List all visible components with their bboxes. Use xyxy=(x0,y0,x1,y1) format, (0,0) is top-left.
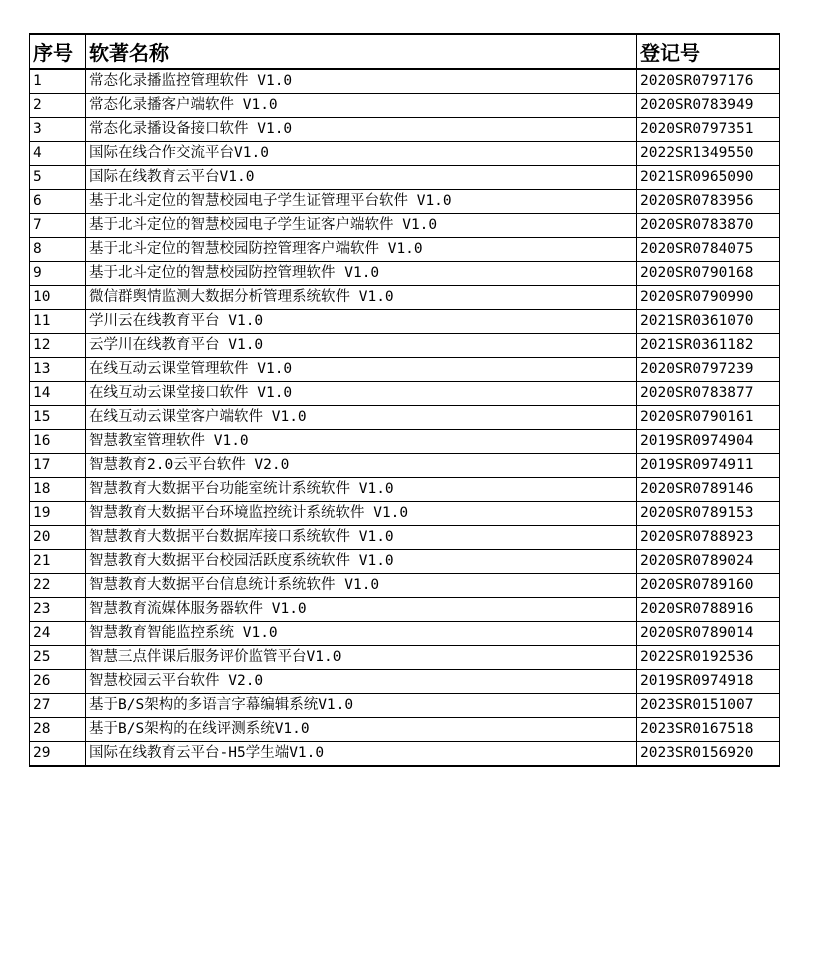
serial-number-cell: 24 xyxy=(30,622,86,646)
serial-number-cell: 28 xyxy=(30,718,86,742)
table-row xyxy=(30,214,780,238)
table-row xyxy=(30,190,780,214)
software-name-cell: 微信群舆情监测大数据分析管理系统软件 V1.0 xyxy=(86,286,637,310)
registration-number-cell: 2019SR0974918 xyxy=(637,670,780,694)
registration-number-cell: 2023SR0156920 xyxy=(637,742,780,767)
serial-number-cell: 20 xyxy=(30,526,86,550)
software-name-cell: 基于北斗定位的智慧校园电子学生证管理平台软件 V1.0 xyxy=(86,190,637,214)
table-row xyxy=(30,358,780,382)
software-name-cell: 学川云在线教育平台 V1.0 xyxy=(86,310,637,334)
serial-number-cell: 22 xyxy=(30,574,86,598)
table-row xyxy=(30,550,780,574)
software-name-cell: 常态化录播客户端软件 V1.0 xyxy=(86,94,637,118)
serial-number-cell: 5 xyxy=(30,166,86,190)
table-row xyxy=(30,382,780,406)
serial-number-cell: 17 xyxy=(30,454,86,478)
registration-number-cell: 2020SR0790990 xyxy=(637,286,780,310)
serial-number-cell: 16 xyxy=(30,430,86,454)
software-name-cell: 智慧教育2.0云平台软件 V2.0 xyxy=(86,454,637,478)
software-name-cell: 基于B/S架构的多语言字幕编辑系统V1.0 xyxy=(86,694,637,718)
header-serial-number: 序号 xyxy=(30,34,86,69)
table-row xyxy=(30,238,780,262)
registration-number-cell: 2020SR0797239 xyxy=(637,358,780,382)
registration-number-cell: 2019SR0974904 xyxy=(637,430,780,454)
serial-number-cell: 12 xyxy=(30,334,86,358)
table-row xyxy=(30,118,780,142)
serial-number-cell: 21 xyxy=(30,550,86,574)
registration-number-cell: 2020SR0797176 xyxy=(637,69,780,94)
table-row xyxy=(30,718,780,742)
serial-number-cell: 8 xyxy=(30,238,86,262)
software-name-cell: 基于北斗定位的智慧校园电子学生证客户端软件 V1.0 xyxy=(86,214,637,238)
registration-number-cell: 2020SR0789146 xyxy=(637,478,780,502)
table-row xyxy=(30,502,780,526)
table-row xyxy=(30,670,780,694)
software-name-cell: 国际在线教育云平台V1.0 xyxy=(86,166,637,190)
software-name-cell: 基于北斗定位的智慧校园防控管理软件 V1.0 xyxy=(86,262,637,286)
software-name-cell: 常态化录播设备接口软件 V1.0 xyxy=(86,118,637,142)
software-name-cell: 智慧教育智能监控系统 V1.0 xyxy=(86,622,637,646)
serial-number-cell: 6 xyxy=(30,190,86,214)
serial-number-cell: 27 xyxy=(30,694,86,718)
table-row xyxy=(30,454,780,478)
serial-number-cell: 2 xyxy=(30,94,86,118)
software-name-cell: 智慧教育大数据平台校园活跃度系统软件 V1.0 xyxy=(86,550,637,574)
table-row xyxy=(30,694,780,718)
software-name-cell: 常态化录播监控管理软件 V1.0 xyxy=(86,69,637,94)
table-row xyxy=(30,574,780,598)
table-row xyxy=(30,646,780,670)
software-name-cell: 智慧教室管理软件 V1.0 xyxy=(86,430,637,454)
table-row xyxy=(30,69,780,94)
registration-number-cell: 2023SR0151007 xyxy=(637,694,780,718)
table-row xyxy=(30,430,780,454)
software-name-cell: 智慧教育大数据平台信息统计系统软件 V1.0 xyxy=(86,574,637,598)
registration-number-cell: 2022SR0192536 xyxy=(637,646,780,670)
table-row xyxy=(30,742,780,767)
registration-number-cell: 2020SR0790168 xyxy=(637,262,780,286)
software-name-cell: 基于北斗定位的智慧校园防控管理客户端软件 V1.0 xyxy=(86,238,637,262)
registration-number-cell: 2022SR1349550 xyxy=(637,142,780,166)
registration-number-cell: 2020SR0784075 xyxy=(637,238,780,262)
software-name-cell: 智慧教育大数据平台功能室统计系统软件 V1.0 xyxy=(86,478,637,502)
table-row xyxy=(30,94,780,118)
registration-number-cell: 2020SR0788923 xyxy=(637,526,780,550)
registration-number-cell: 2020SR0789024 xyxy=(637,550,780,574)
serial-number-cell: 25 xyxy=(30,646,86,670)
table-row xyxy=(30,142,780,166)
serial-number-cell: 29 xyxy=(30,742,86,767)
registration-number-cell: 2020SR0789160 xyxy=(637,574,780,598)
software-name-cell: 在线互动云课堂接口软件 V1.0 xyxy=(86,382,637,406)
table-row xyxy=(30,478,780,502)
header-software-name: 软著名称 xyxy=(86,34,637,69)
serial-number-cell: 19 xyxy=(30,502,86,526)
serial-number-cell: 23 xyxy=(30,598,86,622)
table-row xyxy=(30,262,780,286)
table-row xyxy=(30,166,780,190)
registration-number-cell: 2020SR0789153 xyxy=(637,502,780,526)
software-name-cell: 国际在线教育云平台-H5学生端V1.0 xyxy=(86,742,637,767)
serial-number-cell: 13 xyxy=(30,358,86,382)
software-name-cell: 智慧教育流媒体服务器软件 V1.0 xyxy=(86,598,637,622)
header-registration-number: 登记号 xyxy=(637,34,780,69)
registration-number-cell: 2021SR0361182 xyxy=(637,334,780,358)
table-row xyxy=(30,622,780,646)
registration-number-cell: 2021SR0361070 xyxy=(637,310,780,334)
registration-number-cell: 2023SR0167518 xyxy=(637,718,780,742)
table-row xyxy=(30,286,780,310)
software-name-cell: 智慧校园云平台软件 V2.0 xyxy=(86,670,637,694)
software-name-cell: 智慧教育大数据平台数据库接口系统软件 V1.0 xyxy=(86,526,637,550)
serial-number-cell: 9 xyxy=(30,262,86,286)
software-name-cell: 国际在线合作交流平台V1.0 xyxy=(86,142,637,166)
serial-number-cell: 7 xyxy=(30,214,86,238)
table-row xyxy=(30,406,780,430)
serial-number-cell: 3 xyxy=(30,118,86,142)
software-name-cell: 在线互动云课堂管理软件 V1.0 xyxy=(86,358,637,382)
serial-number-cell: 15 xyxy=(30,406,86,430)
registration-number-cell: 2020SR0783877 xyxy=(637,382,780,406)
serial-number-cell: 14 xyxy=(30,382,86,406)
software-name-cell: 智慧三点伴课后服务评价监管平台V1.0 xyxy=(86,646,637,670)
table-header-row xyxy=(30,34,780,69)
registration-number-cell: 2020SR0797351 xyxy=(637,118,780,142)
software-copyright-table xyxy=(29,33,780,767)
serial-number-cell: 26 xyxy=(30,670,86,694)
registration-number-cell: 2020SR0783949 xyxy=(637,94,780,118)
software-name-cell: 在线互动云课堂客户端软件 V1.0 xyxy=(86,406,637,430)
software-name-cell: 智慧教育大数据平台环境监控统计系统软件 V1.0 xyxy=(86,502,637,526)
table-row xyxy=(30,526,780,550)
software-name-cell: 云学川在线教育平台 V1.0 xyxy=(86,334,637,358)
table-row xyxy=(30,598,780,622)
registration-number-cell: 2020SR0789014 xyxy=(637,622,780,646)
serial-number-cell: 1 xyxy=(30,69,86,94)
table-row xyxy=(30,334,780,358)
serial-number-cell: 18 xyxy=(30,478,86,502)
registration-number-cell: 2021SR0965090 xyxy=(637,166,780,190)
registration-number-cell: 2020SR0783870 xyxy=(637,214,780,238)
serial-number-cell: 11 xyxy=(30,310,86,334)
serial-number-cell: 4 xyxy=(30,142,86,166)
registration-number-cell: 2019SR0974911 xyxy=(637,454,780,478)
serial-number-cell: 10 xyxy=(30,286,86,310)
registration-number-cell: 2020SR0790161 xyxy=(637,406,780,430)
software-name-cell: 基于B/S架构的在线评测系统V1.0 xyxy=(86,718,637,742)
registration-number-cell: 2020SR0783956 xyxy=(637,190,780,214)
table-row xyxy=(30,310,780,334)
registration-number-cell: 2020SR0788916 xyxy=(637,598,780,622)
